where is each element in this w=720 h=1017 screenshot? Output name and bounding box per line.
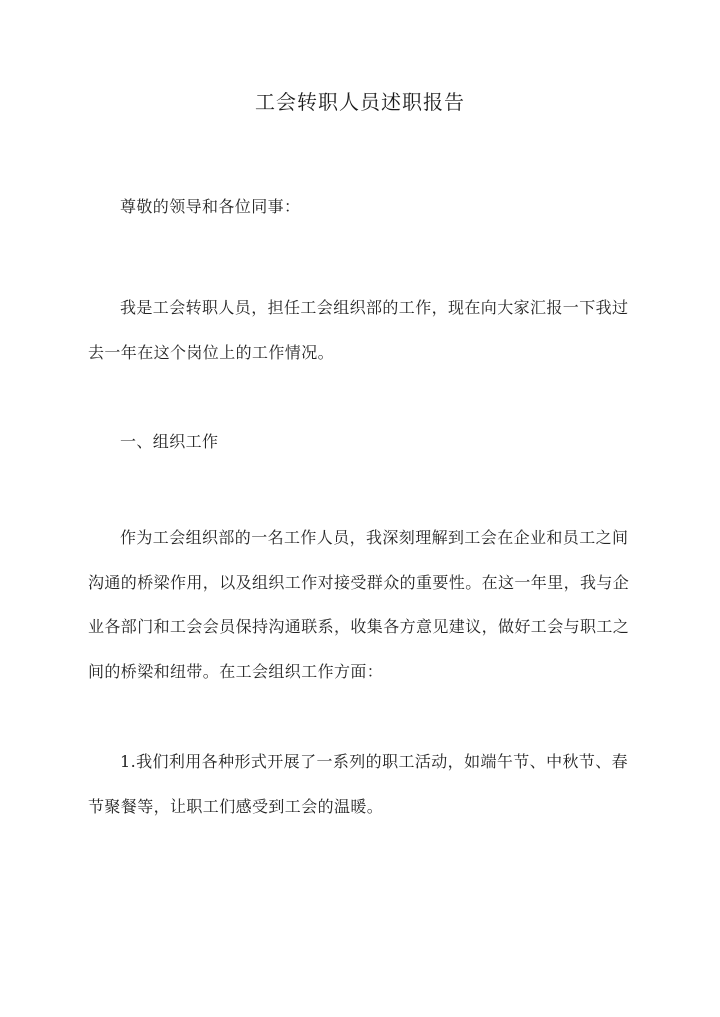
organization-work-paragraph: 作为工会组织部的一名工作人员，我深刻理解到工会在企业和员工之间沟通的桥梁作用，以及组织工作对接受群众的重要性。在这一年里，我与企业各部门和工会会员保持沟通联系，收集各方意见建议，做好工会与职工之间的桥梁和纽带。在工会组织工作方面：	[88, 528, 630, 681]
list-item-1: 1.我们利用各种形式开展了一系列的职工活动，如端午节、中秋节、春节聚餐等，让职工们感受到工会的温暖。	[88, 752, 629, 816]
document-title: 工会转职人员述职报告	[255, 90, 465, 114]
section-heading: 一、组织工作	[120, 432, 219, 451]
intro-paragraph: 我是工会转职人员，担任工会组织部的工作，现在向大家汇报一下我过去一年在这个岗位上的工作情况。	[88, 298, 629, 362]
greeting-paragraph: 尊敬的领导和各位同事：	[120, 197, 301, 216]
